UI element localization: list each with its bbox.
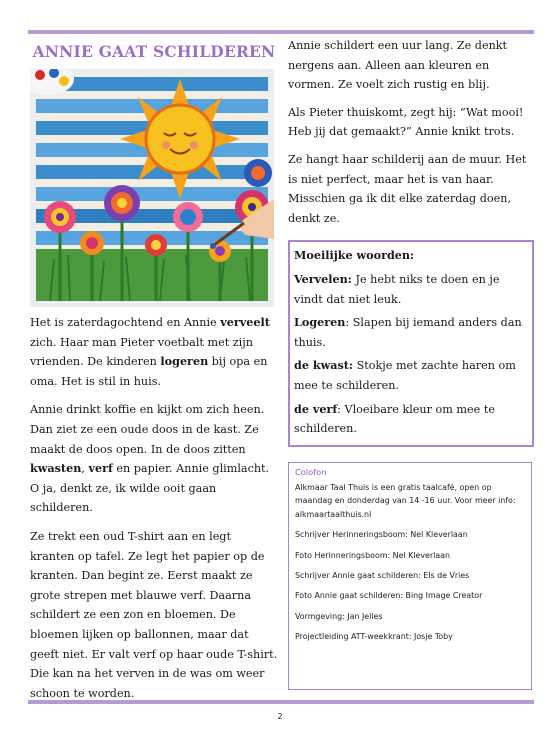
colofon-line: Schrijver Herinneringsboom: Nel Kleverlaan	[295, 530, 468, 540]
vocabulary-term: Vervelen:	[294, 271, 352, 286]
colofon-line: Schrijver Annie gaat schilderen: Els de Vries	[295, 571, 470, 581]
vocabulary-entry	[294, 400, 526, 439]
vocabulary-definition: : Vloeibare kleur om mee te schilderen.	[294, 402, 495, 436]
vocabulary-term: de verf	[294, 401, 338, 416]
top-rule	[28, 30, 534, 34]
bold-term: verf	[88, 461, 113, 476]
bottom-rule	[28, 700, 534, 704]
colofon-line: Foto Herinneringsboom: Nel Kleverlaan	[295, 550, 450, 560]
vocabulary-entry	[294, 356, 526, 395]
colofon-line: Foto Annie gaat schilderen: Bing Image Creator	[295, 591, 483, 601]
vocabulary-entry	[294, 313, 526, 352]
vocabulary-term: Logeren	[294, 315, 346, 330]
text-run: zich. Haar man Pieter voetbalt met zijn vrienden. De kinderen	[30, 335, 253, 369]
colofon-box	[288, 462, 532, 690]
colofon-title: Colofon	[295, 467, 327, 477]
bold-term: kwasten	[30, 461, 82, 476]
colofon-line: Alkmaar Taal Thuis is een gratis taalcafé, open op maandag en donderdag van 14 -16 uur. Voor meer info: alkmaartaalthuis.nl	[295, 483, 516, 519]
painting-illustration	[30, 69, 274, 307]
colofon-line: Vormgeving: Jan Jelles	[295, 611, 383, 621]
text-run: Ze trekt een oud T-shirt aan en legt kranten op tafel. Ze legt het papier op de kranten. Dan begint ze. Eerst maakt ze grote strepen met blauwe verf. Daarna schildert ze een zon en bloemen. De bloemen lijken op ballonnen, maar dat geeft niet. Er valt verf op haar oude T-shirt. Die kan na het verven in de was om weer schoon te worden.	[30, 529, 278, 700]
left-column	[30, 36, 278, 703]
right-column	[288, 36, 534, 447]
story-paragraph-1	[30, 313, 278, 391]
text-run: en papier. Annie glimlacht. O ja, denkt ze, ik wilde ooit gaan schilderen.	[30, 462, 270, 515]
vocabulary-box	[288, 240, 534, 446]
vocabulary-term: de kwast:	[294, 358, 354, 373]
story-paragraph-6: Ze hangt haar schilderij aan de muur. Het is niet perfect, maar het is van haar. Misschien ga ik dit elke zaterdag doen, denkt ze.	[288, 152, 527, 225]
vocabulary-definition: : Slapen bij iemand anders dan thuis.	[294, 316, 522, 349]
colofon-line: Projectleiding ATT-weekkrant: Josje Toby	[295, 632, 453, 642]
text-run: Het is zaterdagochtend en Annie	[30, 316, 221, 329]
article-title: ANNIE GAAT SCHILDEREN	[32, 42, 276, 61]
bold-term: logeren	[160, 354, 209, 369]
story-paragraph-5: Als Pieter thuiskomt, zegt hij: “Wat mooi! Heb jij dat gemaakt?” Annie knikt trots.	[288, 105, 524, 139]
text-run: bij opa en oma. Het is stil in huis.	[30, 355, 268, 388]
story-paragraph-2	[30, 400, 278, 518]
page-number: 2	[277, 712, 283, 721]
vocabulary-heading: Moeilijke woorden:	[294, 248, 415, 263]
vocabulary-entry	[294, 270, 526, 309]
painting-image	[30, 69, 274, 307]
text-run: ,	[81, 462, 89, 476]
bold-term: verveelt	[220, 315, 270, 329]
vocabulary-definition: Stokje met zachte haren om mee te schilderen.	[294, 359, 516, 392]
story-paragraph-4: Annie schildert een uur lang. Ze denkt nergens aan. Alleen aan kleuren en vormen. Ze voelt zich rustig en blij.	[288, 39, 508, 92]
vocabulary-definition: Je hebt niks te doen en je vindt dat niet leuk.	[294, 272, 500, 306]
text-run: Annie drinkt koffie en kijkt om zich heen. Dan ziet ze een oude doos in de kast. Ze maakt de doos open. In de doos zitten	[30, 403, 265, 456]
story-paragraph-3	[30, 527, 278, 703]
